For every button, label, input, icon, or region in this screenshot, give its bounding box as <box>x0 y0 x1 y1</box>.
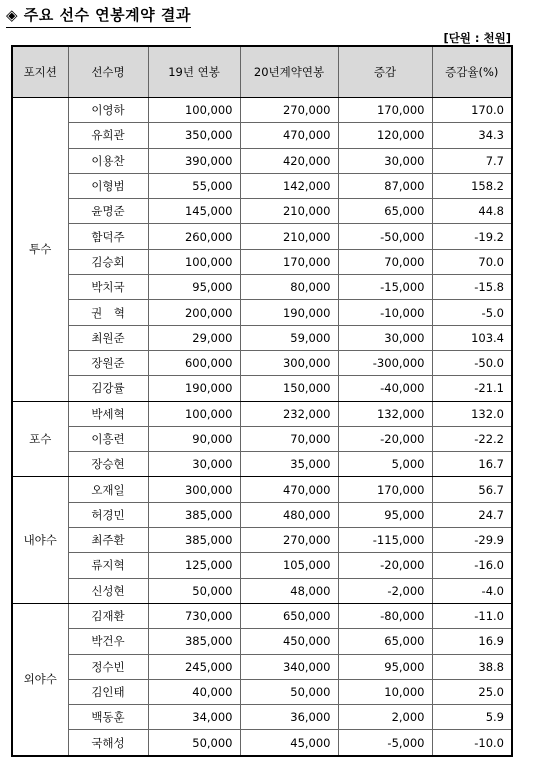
salary-2019-cell: 260,000 <box>148 224 240 249</box>
player-name-cell: 정수빈 <box>68 654 148 679</box>
table-row <box>12 350 512 375</box>
salary-2020-cell: 480,000 <box>240 502 338 527</box>
table-row <box>12 679 512 704</box>
salary-2020-cell: 270,000 <box>240 98 338 123</box>
table-row <box>12 705 512 730</box>
table-row <box>12 98 512 123</box>
table-row <box>12 578 512 603</box>
change-rate-cell: -5.0 <box>432 300 512 325</box>
table-row <box>12 376 512 401</box>
change-cell: 2,000 <box>338 705 432 730</box>
change-rate-cell: 158.2 <box>432 173 512 198</box>
player-name-cell: 김승회 <box>68 249 148 274</box>
change-rate-cell: 25.0 <box>432 679 512 704</box>
unit-label: [단원 : 천원] <box>443 31 511 45</box>
table-row <box>12 249 512 274</box>
salary-2019-cell: 30,000 <box>148 452 240 477</box>
table-row <box>12 477 512 502</box>
col-header-name: 선수명 <box>68 46 148 98</box>
player-name-cell: 윤명준 <box>68 199 148 224</box>
change-rate-cell: 24.7 <box>432 502 512 527</box>
change-cell: 5,000 <box>338 452 432 477</box>
salary-2020-cell: 142,000 <box>240 173 338 198</box>
salary-2020-cell: 150,000 <box>240 376 338 401</box>
salary-2020-cell: 420,000 <box>240 148 338 173</box>
salary-2019-cell: 730,000 <box>148 603 240 628</box>
change-cell: -2,000 <box>338 578 432 603</box>
salary-2020-cell: 210,000 <box>240 199 338 224</box>
salary-2020-cell: 35,000 <box>240 452 338 477</box>
salary-2019-cell: 600,000 <box>148 350 240 375</box>
change-cell: -115,000 <box>338 528 432 553</box>
change-cell: 95,000 <box>338 502 432 527</box>
salary-2020-cell: 340,000 <box>240 654 338 679</box>
salary-2019-cell: 29,000 <box>148 325 240 350</box>
salary-2019-cell: 300,000 <box>148 477 240 502</box>
change-rate-cell: 16.9 <box>432 629 512 654</box>
table-row <box>12 123 512 148</box>
table-row <box>12 300 512 325</box>
salary-2020-cell: 300,000 <box>240 350 338 375</box>
table-row <box>12 401 512 426</box>
salary-2020-cell: 80,000 <box>240 275 338 300</box>
player-name-cell: 박치국 <box>68 275 148 300</box>
position-cell: 외야수 <box>12 603 68 755</box>
change-rate-cell: 7.7 <box>432 148 512 173</box>
change-cell: -5,000 <box>338 730 432 756</box>
salary-2019-cell: 385,000 <box>148 629 240 654</box>
salary-2020-cell: 232,000 <box>240 401 338 426</box>
player-name-cell: 이흥련 <box>68 426 148 451</box>
player-name-cell: 유희관 <box>68 123 148 148</box>
salary-2019-cell: 40,000 <box>148 679 240 704</box>
player-name-cell: 박세혁 <box>68 401 148 426</box>
change-rate-cell: -11.0 <box>432 603 512 628</box>
change-rate-cell: 34.3 <box>432 123 512 148</box>
change-cell: -300,000 <box>338 350 432 375</box>
change-rate-cell: 38.8 <box>432 654 512 679</box>
table-row <box>12 148 512 173</box>
change-rate-cell: 70.0 <box>432 249 512 274</box>
col-header-change: 증감 <box>338 46 432 98</box>
table-body <box>12 98 512 756</box>
position-cell: 투수 <box>12 98 68 402</box>
salary-2020-cell: 48,000 <box>240 578 338 603</box>
salary-2020-cell: 70,000 <box>240 426 338 451</box>
table-row <box>12 452 512 477</box>
player-name-cell: 권 혁 <box>68 300 148 325</box>
table-row <box>12 173 512 198</box>
col-header-salary-2019: 19년 연봉 <box>148 46 240 98</box>
salary-2019-cell: 385,000 <box>148 528 240 553</box>
change-cell: 65,000 <box>338 629 432 654</box>
change-cell: 87,000 <box>338 173 432 198</box>
player-name-cell: 최주환 <box>68 528 148 553</box>
salary-2020-cell: 270,000 <box>240 528 338 553</box>
table-row <box>12 603 512 628</box>
position-cell: 내야수 <box>12 477 68 603</box>
change-rate-cell: 5.9 <box>432 705 512 730</box>
change-rate-cell: -22.2 <box>432 426 512 451</box>
change-rate-cell: 170.0 <box>432 98 512 123</box>
change-cell: 120,000 <box>338 123 432 148</box>
change-rate-cell: -50.0 <box>432 350 512 375</box>
player-name-cell: 이형범 <box>68 173 148 198</box>
table-row <box>12 325 512 350</box>
salary-2020-cell: 105,000 <box>240 553 338 578</box>
player-name-cell: 류지혁 <box>68 553 148 578</box>
table-row <box>12 502 512 527</box>
change-rate-cell: 103.4 <box>432 325 512 350</box>
change-rate-cell: 132.0 <box>432 401 512 426</box>
player-name-cell: 최원준 <box>68 325 148 350</box>
table-row <box>12 730 512 756</box>
salary-2020-cell: 650,000 <box>240 603 338 628</box>
salary-2019-cell: 245,000 <box>148 654 240 679</box>
change-rate-cell: -10.0 <box>432 730 512 756</box>
table-row <box>12 528 512 553</box>
salary-2020-cell: 450,000 <box>240 629 338 654</box>
change-cell: 10,000 <box>338 679 432 704</box>
change-cell: 70,000 <box>338 249 432 274</box>
change-rate-cell: -29.9 <box>432 528 512 553</box>
table-row <box>12 199 512 224</box>
change-cell: 65,000 <box>338 199 432 224</box>
salary-2019-cell: 190,000 <box>148 376 240 401</box>
salary-2019-cell: 34,000 <box>148 705 240 730</box>
change-rate-cell: -4.0 <box>432 578 512 603</box>
salary-2019-cell: 390,000 <box>148 148 240 173</box>
salary-2020-cell: 190,000 <box>240 300 338 325</box>
player-name-cell: 김인태 <box>68 679 148 704</box>
change-rate-cell: 56.7 <box>432 477 512 502</box>
change-cell: -15,000 <box>338 275 432 300</box>
salary-2019-cell: 50,000 <box>148 578 240 603</box>
salary-2020-cell: 50,000 <box>240 679 338 704</box>
salary-2020-cell: 210,000 <box>240 224 338 249</box>
player-name-cell: 이용찬 <box>68 148 148 173</box>
col-header-change-rate: 증감율(%) <box>432 46 512 98</box>
col-header-position: 포지션 <box>12 46 68 98</box>
salary-2019-cell: 90,000 <box>148 426 240 451</box>
change-cell: -80,000 <box>338 603 432 628</box>
table-row <box>12 629 512 654</box>
player-name-cell: 이영하 <box>68 98 148 123</box>
header-row <box>12 46 512 98</box>
change-cell: 132,000 <box>338 401 432 426</box>
change-rate-cell: 44.8 <box>432 199 512 224</box>
salary-table <box>11 45 513 757</box>
player-name-cell: 신성현 <box>68 578 148 603</box>
salary-2019-cell: 200,000 <box>148 300 240 325</box>
table-row <box>12 426 512 451</box>
change-rate-cell: -19.2 <box>432 224 512 249</box>
salary-2019-cell: 100,000 <box>148 249 240 274</box>
col-header-salary-2020: 20년계약연봉 <box>240 46 338 98</box>
player-name-cell: 장원준 <box>68 350 148 375</box>
change-cell: 30,000 <box>338 148 432 173</box>
player-name-cell: 허경민 <box>68 502 148 527</box>
page-title: ◈ 주요 선수 연봉계약 결과 <box>6 4 191 28</box>
salary-2020-cell: 45,000 <box>240 730 338 756</box>
salary-2020-cell: 470,000 <box>240 123 338 148</box>
table-row <box>12 553 512 578</box>
salary-2019-cell: 350,000 <box>148 123 240 148</box>
player-name-cell: 함덕주 <box>68 224 148 249</box>
salary-2020-cell: 36,000 <box>240 705 338 730</box>
player-name-cell: 김강률 <box>68 376 148 401</box>
table-row <box>12 654 512 679</box>
change-cell: 170,000 <box>338 98 432 123</box>
player-name-cell: 오재일 <box>68 477 148 502</box>
player-name-cell: 박건우 <box>68 629 148 654</box>
change-cell: -20,000 <box>338 426 432 451</box>
table-row <box>12 275 512 300</box>
change-cell: -20,000 <box>338 553 432 578</box>
change-cell: 95,000 <box>338 654 432 679</box>
change-rate-cell: -16.0 <box>432 553 512 578</box>
player-name-cell: 김재환 <box>68 603 148 628</box>
salary-2019-cell: 100,000 <box>148 401 240 426</box>
salary-2019-cell: 145,000 <box>148 199 240 224</box>
salary-2019-cell: 125,000 <box>148 553 240 578</box>
change-rate-cell: -15.8 <box>432 275 512 300</box>
salary-2020-cell: 59,000 <box>240 325 338 350</box>
change-rate-cell: 16.7 <box>432 452 512 477</box>
table-row <box>12 224 512 249</box>
player-name-cell: 국해성 <box>68 730 148 756</box>
player-name-cell: 백동훈 <box>68 705 148 730</box>
change-rate-cell: -21.1 <box>432 376 512 401</box>
salary-2019-cell: 55,000 <box>148 173 240 198</box>
salary-2020-cell: 470,000 <box>240 477 338 502</box>
change-cell: -40,000 <box>338 376 432 401</box>
salary-2020-cell: 170,000 <box>240 249 338 274</box>
change-cell: 170,000 <box>338 477 432 502</box>
change-cell: -50,000 <box>338 224 432 249</box>
salary-2019-cell: 95,000 <box>148 275 240 300</box>
change-cell: 30,000 <box>338 325 432 350</box>
salary-2019-cell: 100,000 <box>148 98 240 123</box>
salary-2019-cell: 385,000 <box>148 502 240 527</box>
salary-2019-cell: 50,000 <box>148 730 240 756</box>
position-cell: 포수 <box>12 401 68 477</box>
player-name-cell: 장승현 <box>68 452 148 477</box>
change-cell: -10,000 <box>338 300 432 325</box>
